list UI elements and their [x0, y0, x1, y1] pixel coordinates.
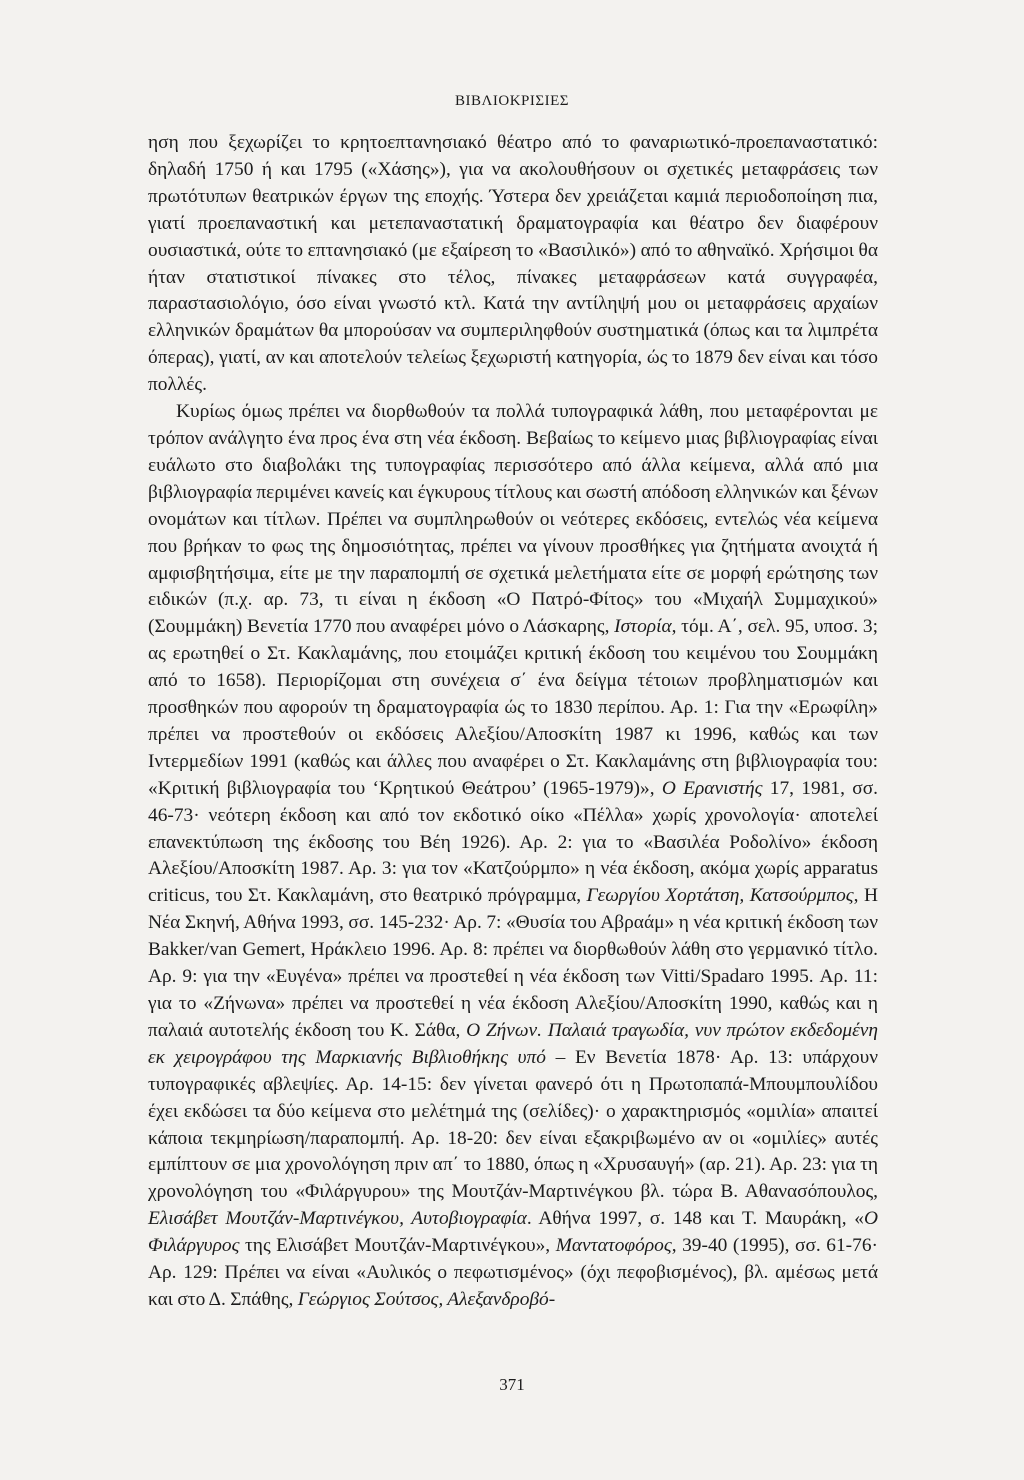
article-body [148, 130, 878, 1314]
paragraph [148, 399, 878, 1314]
italic-title-run: Ιστορία [614, 616, 672, 638]
text-run: Κυρίως όμως πρέπει να διορθωθούν τα πολλά τυπογραφικά λάθη, που μεταφέρονται με τρόπον ανάλγητο ένα προς ένα στη νέα έκδοση. Βεβαίως το κείμενο μιας βιβλιογραφίας είναι ευάλωτο στο διαβολάκι της τυπογραφίας περισσότερο από άλλα κείμενα, αλλά από μια βιβλιογραφία περιμένει κανείς και έγκυρους τίτλους και σωστή απόδοση ελληνικών και ξένων ονομάτων και τίτλων. Πρέπει να συμπληρωθούν οι νεότερες εκδόσεις, εντελώς νέα κείμενα που βρήκαν το φως της δημοσιότητας, πρέπει να γίνουν προσθήκες για ζητήματα ανοιχτά ή αμφισβητήσιμα, είτε με την παραπομπή σε σχετικά μελετήματα είτε σε μορφή ερώτησης των ειδικών (π.χ. αρ. 73, τι είναι η έκδοση «Ο Πατρό-Φίτος» του «Μιχαήλ Συμμαχικού» (Σουμμάκη) Βενετία 1770 που αναφέρει μόνο ο Λάσκαρης, [148, 401, 878, 638]
italic-title-run: Ο Ερανιστής [661, 777, 763, 799]
italic-title-run: Γεώργιος Σούτσος, Αλεξανδροβό- [297, 1288, 556, 1310]
text-run: της Ελισάβετ Μουτζάν-Μαρτινέγκου», [239, 1235, 556, 1257]
page-number: 371 [499, 1375, 525, 1394]
italic-title-run: Μαντατοφόρος [555, 1235, 672, 1257]
text-run: , 39-40 (1995), σσ. 61-76· Αρ. 129: Πρέπει να είναι «Αυλικός ο πεφωτισμένος» (όχι πεφοβισμένος), βλ. αμέσως μετά και στο Δ. Σπάθης, [148, 1235, 878, 1310]
text-run: , Η Νέα Σκηνή, Αθήνα 1993, σσ. 145-232· Αρ. 7: «Θυσία του Αβραάμ» η νέα κριτική έκδοση των Bakker/van Gemert, Ηράκλειο 1996. Αρ. 8: πρέπει να διορθωθούν λάθη στο γερμανικό τίτλο. Αρ. 9: για την «Ευγένα» πρέπει να προστεθεί η νέα έκδοση των Vitti/Spadaro 1995. Αρ. 11: για το «Ζήνωνα» πρέπει να προστεθεί η νέα έκδοση Αλεξίου/Αποσκίτη 1990, καθώς και η παλαιά αυτοτελής έκδοση του Κ. Σάθα, [148, 885, 878, 1041]
text-run: ηση που ξεχωρίζει το κρητοεπτανησιακό θέατρο από το φαναριωτικό-προεπαναστατικό: δηλαδή 1750 ή και 1795 («Χάσης»), για να ακολουθήσουν οι σχετικές μεταφράσεις των πρωτότυπων θεατρικών έργων της εποχής. Ύστερα δεν χρειάζεται καμιά περιοδοποίηση πια, γιατί προεπαναστική και μετεπαναστατική δραματογραφία και θέατρο δεν διαφέρουν ουσιαστικά, ούτε το επτανησιακό (με εξαίρεση το «Βασιλικό») από το αθηναϊκό. Χρήσιμοι θα ήταν στατιστικοί πίνακες στο τέλος, πίνακες μεταφράσεων κατά συγγραφέα, παραστασιολόγιο, όσο είναι γνωστό κτλ. Κατά την αντίληψή μου οι μεταφράσεις αρχαίων ελληνικών δραμάτων θα μπορούσαν να συμπεριληφθούν συστηματικά (όπως και τα λιμπρέτα όπερας), γιατί, αν και αποτελούν τελείως ξεχωριστή κατηγορία, ώς το 1879 δεν είναι και τόσο πολλές. [148, 132, 878, 396]
text-run: . Αθήνα 1997, σ. 148 και Τ. Μαυράκη, « [526, 1208, 864, 1230]
italic-title-run: Ο Ζήνων. Παλαιά τραγωδία, νυν πρώτον εκδεδομένη εκ χειρογράφου της Μαρκιανής Βιβλιοθήκης υπό [148, 1019, 878, 1068]
italic-title-run: Ο Φιλάργυρος [148, 1208, 878, 1257]
text-run: 17, 1981, σσ. 46-73· νεότερη έκδοση και από τον εκδοτικό οίκο «Πέλλα» χωρίς χρονολογία· αποτελεί επανεκτύπωση της έκδοσης του Βέη 1926). Αρ. 2: για το «Βασιλέα Ροδολίνο» έκδοση Αλεξίου/Αποσκίτη 1987. Αρ. 3: για τον «Κατζούρμπο» η νέα έκδοση, ακόμα χωρίς apparatus criticus, του Στ. Κακλαμάνη, στο θεατρικό πρόγραμμα, [148, 777, 878, 907]
running-head: ΒΙΒΛΙΟΚΡΙΣΙΕΣ [455, 93, 569, 109]
text-run: , τόμ. Α΄, σελ. 95, υποσ. 3; ας ερωτηθεί ο Στ. Κακλαμάνης, που ετοιμάζει κριτική έκδοση του κειμένου του Σουμμάκη από το 1658). Περιορίζομαι στη συνέχεια σ΄ ένα δείγμα τέτοιων προβληματισμών και προσθηκών που αφορούν τη δραματογραφία ώς το 1830 περίπου. Αρ. 1: Για την «Ερωφίλη» πρέπει να προστεθούν οι εκδόσεις Αλεξίου/Αποσκίτη 1987 κι 1996, καθώς και των Ιντερμεδίων 1991 (καθώς και άλλες που αναφέρει ο Στ. Κακλαμάνης στη βιβλιογραφία του: «Κριτική βιβλιογραφία του ‘Κρητικού Θεάτρου’ (1965-1979)», [148, 616, 878, 799]
italic-title-run: Γεωργίου Χορτάτση, Κατσούρμπος [586, 885, 854, 907]
italic-title-run: Ελισάβετ Μουτζάν-Μαρτινέγκου, Αυτοβιογραφία [148, 1208, 527, 1230]
text-run: – Εν Βενετία 1878· Αρ. 13: υπάρχουν τυπογραφικές αβλεψίες. Αρ. 14-15: δεν γίνεται φανερό ότι η Πρωτοπαπά-Μπουμπουλίδου έχει εκδώσει τα δύο κείμενα στο μελέτημά της (σελίδες)· ο χαρακτηρισμός «ομιλία» απαιτεί κάποια τεκμηρίωση/παραπομπή. Αρ. 18-20: δεν είναι εξακριβωμένο αν οι «ομιλίες» αυτές εμπίπτουν σε μια χρονολόγηση πριν απ΄ το 1880, όπως η «Χρυσαυγή» (αρ. 21). Αρ. 23: για τη χρονολόγηση του «Φιλάργυρου» της Μουτζάν-Μαρτινέγκου βλ. τώρα Β. Αθανασόπουλος, [148, 1046, 878, 1203]
paragraph [148, 130, 878, 399]
